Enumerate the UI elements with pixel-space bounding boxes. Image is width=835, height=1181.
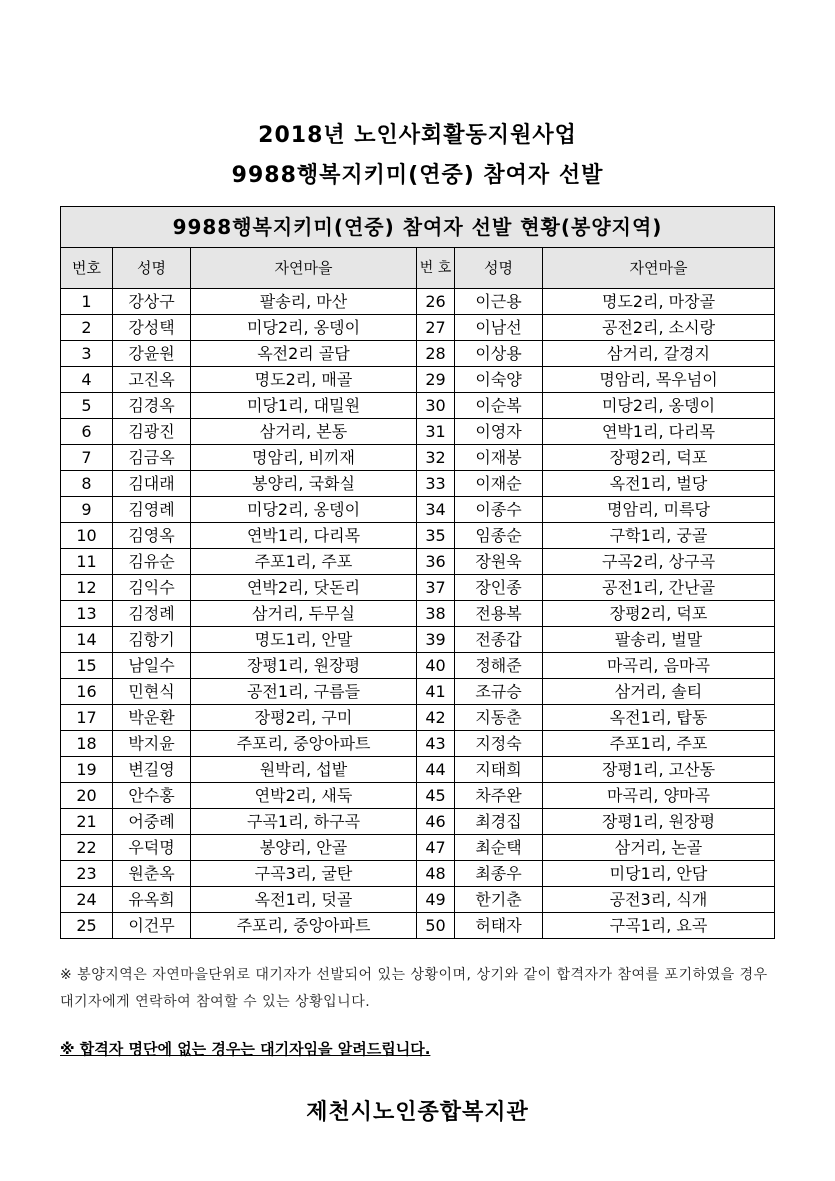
table-row [61, 393, 775, 419]
row-number: 34 [417, 497, 455, 523]
row-number: 38 [417, 601, 455, 627]
row-number: 15 [61, 653, 113, 679]
participant-village: 연박2리, 닷돈리 [191, 575, 417, 601]
row-number: 24 [61, 887, 113, 913]
row-number: 35 [417, 523, 455, 549]
row-number: 9 [61, 497, 113, 523]
participant-name: 우덕명 [113, 835, 191, 861]
participant-village: 연박1리, 다리목 [191, 523, 417, 549]
participant-name: 강상구 [113, 289, 191, 315]
participant-village: 연박2리, 새둑 [191, 783, 417, 809]
participant-village: 연박1리, 다리목 [543, 419, 775, 445]
table-row [61, 289, 775, 315]
row-number: 20 [61, 783, 113, 809]
page-title-line1: 2018년 노인사회활동지원사업 [258, 123, 577, 148]
participant-village: 봉양리, 국화실 [191, 471, 417, 497]
participant-village: 주포리, 중앙아파트 [191, 731, 417, 757]
participant-name: 차주완 [455, 783, 543, 809]
participant-name: 최순택 [455, 835, 543, 861]
table-row [61, 783, 775, 809]
row-number: 23 [61, 861, 113, 887]
row-number: 33 [417, 471, 455, 497]
row-number: 41 [417, 679, 455, 705]
participant-name: 김정례 [113, 601, 191, 627]
row-number: 50 [417, 913, 455, 939]
waitlist-notice: ※ 합격자 명단에 없는 경우는 대기자임을 알려드립니다. [60, 1040, 431, 1058]
row-number: 2 [61, 315, 113, 341]
row-number: 27 [417, 315, 455, 341]
table-row [61, 679, 775, 705]
participant-name: 강성택 [113, 315, 191, 341]
participant-village: 원박리, 섭밭 [191, 757, 417, 783]
table-row [61, 731, 775, 757]
table-row [61, 341, 775, 367]
participant-village: 삼거리, 갈경지 [543, 341, 775, 367]
participant-name: 변길영 [113, 757, 191, 783]
row-number: 7 [61, 445, 113, 471]
table-caption: 9988행복지키미(연중) 참여자 선발 현황(봉양지역) [61, 207, 775, 248]
table-row [61, 835, 775, 861]
table-row [61, 549, 775, 575]
participant-village: 미당1리, 대밀원 [191, 393, 417, 419]
participant-name: 이상용 [455, 341, 543, 367]
participant-name: 김경옥 [113, 393, 191, 419]
row-number: 30 [417, 393, 455, 419]
participant-village: 구곡2리, 상구곡 [543, 549, 775, 575]
participant-village: 옥전1리, 탑동 [543, 705, 775, 731]
participant-name: 장원욱 [455, 549, 543, 575]
participant-village: 장평1리, 원장평 [191, 653, 417, 679]
participant-name: 박운환 [113, 705, 191, 731]
row-number: 40 [417, 653, 455, 679]
row-number: 42 [417, 705, 455, 731]
participant-name: 박지윤 [113, 731, 191, 757]
participant-name: 이순복 [455, 393, 543, 419]
participant-name: 이종수 [455, 497, 543, 523]
participant-village: 주포1리, 주포 [191, 549, 417, 575]
table-row [61, 913, 775, 939]
participant-name: 전종갑 [455, 627, 543, 653]
row-number: 14 [61, 627, 113, 653]
row-number: 3 [61, 341, 113, 367]
participant-table [60, 206, 775, 939]
participant-village: 삼거리, 솔티 [543, 679, 775, 705]
participant-name: 김대래 [113, 471, 191, 497]
participant-name: 지동춘 [455, 705, 543, 731]
table-row [61, 861, 775, 887]
participant-village: 미당1리, 안담 [543, 861, 775, 887]
participant-name: 이재순 [455, 471, 543, 497]
row-number: 29 [417, 367, 455, 393]
participant-name: 김익수 [113, 575, 191, 601]
participant-village: 팔송리, 마산 [191, 289, 417, 315]
participant-name: 김항기 [113, 627, 191, 653]
table-row [61, 471, 775, 497]
table-row [61, 445, 775, 471]
row-number: 8 [61, 471, 113, 497]
participant-name: 김유순 [113, 549, 191, 575]
participant-village: 구학1리, 궁골 [543, 523, 775, 549]
participant-village: 장평2리, 구미 [191, 705, 417, 731]
row-number: 11 [61, 549, 113, 575]
participant-name: 지정숙 [455, 731, 543, 757]
row-number: 22 [61, 835, 113, 861]
participant-name: 이영자 [455, 419, 543, 445]
table-row [61, 601, 775, 627]
row-number: 18 [61, 731, 113, 757]
row-number: 5 [61, 393, 113, 419]
table-row [61, 315, 775, 341]
participant-name: 이숙양 [455, 367, 543, 393]
row-number: 39 [417, 627, 455, 653]
row-number: 16 [61, 679, 113, 705]
participant-name: 한기춘 [455, 887, 543, 913]
participant-village: 명도2리, 매골 [191, 367, 417, 393]
participant-name: 최종우 [455, 861, 543, 887]
participant-name: 이재봉 [455, 445, 543, 471]
participant-name: 전용복 [455, 601, 543, 627]
page-title-line2: 9988행복지키미(연중) 참여자 선발 [231, 163, 604, 188]
participant-name: 원춘옥 [113, 861, 191, 887]
participant-village: 구곡3리, 굴탄 [191, 861, 417, 887]
row-number: 31 [417, 419, 455, 445]
participant-name: 김금옥 [113, 445, 191, 471]
table-row [61, 653, 775, 679]
row-number: 17 [61, 705, 113, 731]
col-header-number-2: 번 호 [417, 248, 455, 289]
participant-village: 명암리, 미륵당 [543, 497, 775, 523]
participant-name: 안수홍 [113, 783, 191, 809]
row-number: 32 [417, 445, 455, 471]
participant-village: 명암리, 목우넘이 [543, 367, 775, 393]
participant-village: 마곡리, 양마곡 [543, 783, 775, 809]
row-number: 13 [61, 601, 113, 627]
row-number: 12 [61, 575, 113, 601]
participant-village: 장평1리, 원장평 [543, 809, 775, 835]
row-number: 44 [417, 757, 455, 783]
participant-village: 봉양리, 안골 [191, 835, 417, 861]
participant-name: 김영례 [113, 497, 191, 523]
participant-village: 주포리, 중앙아파트 [191, 913, 417, 939]
table-row [61, 419, 775, 445]
participant-village: 마곡리, 음마곡 [543, 653, 775, 679]
participant-village: 삼거리, 논골 [543, 835, 775, 861]
row-number: 43 [417, 731, 455, 757]
row-number: 37 [417, 575, 455, 601]
table-row [61, 497, 775, 523]
row-number: 47 [417, 835, 455, 861]
participant-village: 삼거리, 두무실 [191, 601, 417, 627]
participant-village: 삼거리, 본동 [191, 419, 417, 445]
row-number: 10 [61, 523, 113, 549]
participant-name: 김영옥 [113, 523, 191, 549]
participant-name: 정해준 [455, 653, 543, 679]
participant-village: 팔송리, 벌말 [543, 627, 775, 653]
row-number: 19 [61, 757, 113, 783]
participant-village: 공전2리, 소시랑 [543, 315, 775, 341]
row-number: 6 [61, 419, 113, 445]
participant-village: 미당2리, 옹뎅이 [191, 497, 417, 523]
table-row [61, 887, 775, 913]
participant-name: 고진옥 [113, 367, 191, 393]
participant-village: 명도1리, 안말 [191, 627, 417, 653]
row-number: 45 [417, 783, 455, 809]
participant-village: 명도2리, 마장골 [543, 289, 775, 315]
table-row [61, 705, 775, 731]
participant-village: 공전1리, 간난골 [543, 575, 775, 601]
participant-name: 남일수 [113, 653, 191, 679]
participant-name: 임종순 [455, 523, 543, 549]
table-row [61, 809, 775, 835]
col-header-name: 성명 [113, 248, 191, 289]
participant-village: 공전3리, 식개 [543, 887, 775, 913]
participant-village: 구곡1리, 하구곡 [191, 809, 417, 835]
participant-name: 이건무 [113, 913, 191, 939]
row-number: 48 [417, 861, 455, 887]
col-header-village-2: 자연마을 [543, 248, 775, 289]
waitlist-note: ※ 봉양지역은 자연마을단위로 대기자가 선발되어 있는 상황이며, 상기와 같이 합격자가 참여를 포기하였을 경우 대기자에게 연락하여 참여할 수 있는 상황입니다. [60, 967, 768, 1010]
participant-village: 장평2리, 덕포 [543, 601, 775, 627]
table-row [61, 627, 775, 653]
participant-village: 공전1리, 구름들 [191, 679, 417, 705]
participant-village: 옥전1리, 덧골 [191, 887, 417, 913]
row-number: 1 [61, 289, 113, 315]
col-header-village: 자연마을 [191, 248, 417, 289]
organization-name: 제천시노인종합복지관 [306, 1100, 529, 1125]
row-number: 49 [417, 887, 455, 913]
participant-village: 옥전1리, 벌당 [543, 471, 775, 497]
participant-village: 옥전2리 골담 [191, 341, 417, 367]
participant-name: 조규승 [455, 679, 543, 705]
table-row [61, 757, 775, 783]
row-number: 46 [417, 809, 455, 835]
participant-name: 김광진 [113, 419, 191, 445]
participant-name: 유옥희 [113, 887, 191, 913]
col-header-name-2: 성명 [455, 248, 543, 289]
row-number: 21 [61, 809, 113, 835]
participant-village: 주포1리, 주포 [543, 731, 775, 757]
table-row [61, 523, 775, 549]
table-row [61, 367, 775, 393]
participant-village: 장평2리, 덕포 [543, 445, 775, 471]
participant-name: 어중례 [113, 809, 191, 835]
participant-village: 장평1리, 고산동 [543, 757, 775, 783]
participant-name: 민현식 [113, 679, 191, 705]
row-number: 36 [417, 549, 455, 575]
row-number: 26 [417, 289, 455, 315]
participant-village: 미당2리, 옹뎅이 [191, 315, 417, 341]
participant-name: 지태희 [455, 757, 543, 783]
row-number: 25 [61, 913, 113, 939]
participant-name: 허태자 [455, 913, 543, 939]
participant-name: 이남선 [455, 315, 543, 341]
participant-village: 구곡1리, 요곡 [543, 913, 775, 939]
row-number: 4 [61, 367, 113, 393]
participant-name: 강윤원 [113, 341, 191, 367]
participant-village: 미당2리, 옹뎅이 [543, 393, 775, 419]
participant-name: 장인종 [455, 575, 543, 601]
row-number: 28 [417, 341, 455, 367]
participant-name: 이근용 [455, 289, 543, 315]
col-header-number: 번호 [61, 248, 113, 289]
participant-name: 최경집 [455, 809, 543, 835]
participant-village: 명암리, 비끼재 [191, 445, 417, 471]
table-row [61, 575, 775, 601]
